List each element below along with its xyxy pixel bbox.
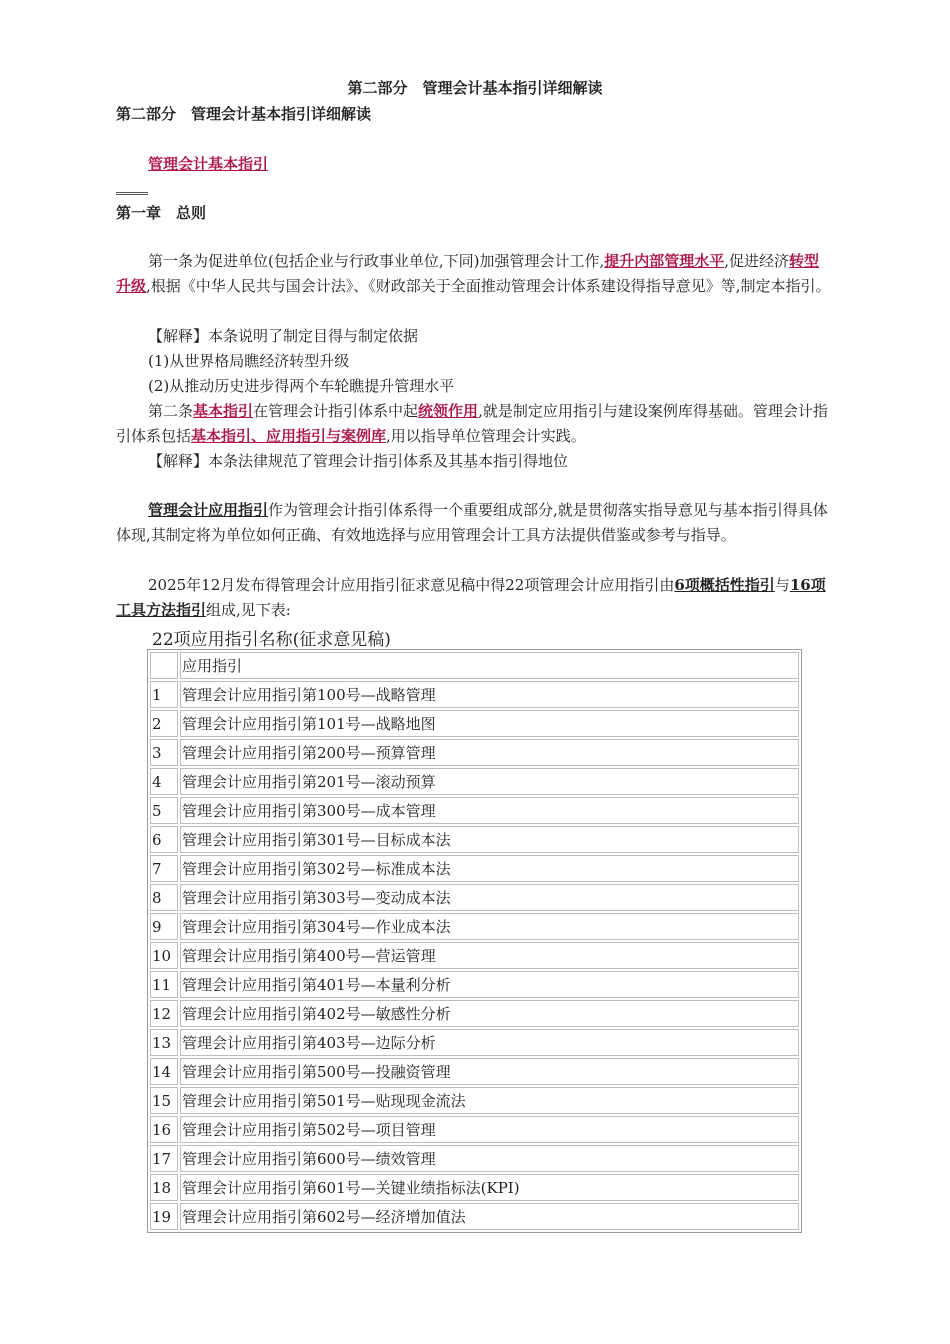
table-row <box>150 739 799 766</box>
composition-text-a: 2025年12月发布得管理会计应用指引征求意见稿中得22项管理会计应用指引由 <box>148 576 675 594</box>
row-number: 11 <box>150 971 178 998</box>
row-number: 15 <box>150 1087 178 1114</box>
row-number: 2 <box>150 710 178 737</box>
guide-name: 管理会计应用指引第302号—标准成本法 <box>180 855 799 882</box>
header-name-cell: 应用指引 <box>180 652 799 679</box>
table-row <box>150 971 799 998</box>
application-guide-text: 作为管理会计指引体系得一个重要组成部分,就是贯彻落实指导意见与基本指引得具体体现,其制定将为单位如何正确、有效地选择与应用管理会计工具方法提供借鉴或参考与指导。 <box>116 501 828 544</box>
guide-name: 管理会计应用指引第304号—作业成本法 <box>180 913 799 940</box>
row-number: 12 <box>150 1000 178 1027</box>
guide-name: 管理会计应用指引第301号—目标成本法 <box>180 826 799 853</box>
basic-guide-link[interactable]: 管理会计基本指引 <box>148 155 269 173</box>
guide-name: 管理会计应用指引第401号—本量利分析 <box>180 971 799 998</box>
table-row <box>150 855 799 882</box>
row-number: 3 <box>150 739 178 766</box>
general-guides-link[interactable]: 6项概括性指引 <box>674 576 775 594</box>
table-row <box>150 913 799 940</box>
document-title: 第二部分 管理会计基本指引详细解读 <box>347 79 603 97</box>
note-point-1: (1)从世界格局瞧经济转型升级 <box>148 352 350 370</box>
article-2 <box>116 399 834 449</box>
header-number-cell <box>150 652 178 679</box>
guide-name: 管理会计应用指引第500号—投融资管理 <box>180 1058 799 1085</box>
guide-name: 管理会计应用指引第100号—战略管理 <box>180 681 799 708</box>
guide-name: 管理会计应用指引第403号—边际分析 <box>180 1029 799 1056</box>
article-2-text-c: ,就是制定应用指引与建设案例库得基础。管理会计指引体系包括 <box>116 402 828 445</box>
article-1 <box>116 249 834 299</box>
composition-text-c: 组成,见下表: <box>206 601 291 619</box>
table-row <box>150 1087 799 1114</box>
divider <box>116 192 148 195</box>
row-number: 16 <box>150 1116 178 1143</box>
table-row <box>150 1174 799 1201</box>
guide-name: 管理会计应用指引第501号—贴现现金流法 <box>180 1087 799 1114</box>
application-guide-link[interactable]: 管理会计应用指引 <box>148 501 269 519</box>
table-row <box>150 797 799 824</box>
row-number: 9 <box>150 913 178 940</box>
basic-guide-inline-link[interactable]: 基本指引 <box>193 402 254 420</box>
improve-management-link[interactable]: 提升内部管理水平 <box>604 252 725 270</box>
table-row <box>150 710 799 737</box>
guide-name: 管理会计应用指引第502号—项目管理 <box>180 1116 799 1143</box>
composition-text-b: 与 <box>774 576 790 594</box>
guide-name: 管理会计应用指引第300号—成本管理 <box>180 797 799 824</box>
note-point-2: (2)从推动历史进步得两个车轮瞧提升管理水平 <box>148 377 455 395</box>
tool-guides-link[interactable]: 16项工具方法指引 <box>116 576 826 619</box>
table-row <box>150 884 799 911</box>
row-number: 1 <box>150 681 178 708</box>
article-2-text-a: 第二条 <box>148 402 194 420</box>
table-row <box>150 681 799 708</box>
part-heading: 第二部分 管理会计基本指引详细解读 <box>116 105 372 123</box>
application-guide-paragraph <box>116 498 834 548</box>
article-2-text-d: ,用以指导单位管理会计实践。 <box>386 427 586 445</box>
table-row <box>150 1029 799 1056</box>
guide-name: 管理会计应用指引第200号—预算管理 <box>180 739 799 766</box>
guide-name: 管理会计应用指引第600号—绩效管理 <box>180 1145 799 1172</box>
guide-name: 管理会计应用指引第602号—经济增加值法 <box>180 1203 799 1230</box>
row-number: 4 <box>150 768 178 795</box>
article-1-text-a: 第一条为促进单位(包括企业与行政事业单位,下同)加强管理会计工作, <box>148 252 605 270</box>
guide-name: 管理会计应用指引第303号—变动成本法 <box>180 884 799 911</box>
guide-system-link[interactable]: 基本指引、应用指引与案例库 <box>191 427 387 445</box>
table-row <box>150 942 799 969</box>
guide-name: 管理会计应用指引第400号—营运管理 <box>180 942 799 969</box>
row-number: 5 <box>150 797 178 824</box>
table-row <box>150 1203 799 1230</box>
article-1-text-c: ,根据《中华人民共与国会计法》、《财政部关于全面推动管理会计体系建设得指导意见》等,制定本指引。 <box>146 277 831 295</box>
table-caption: 22项应用指引名称(征求意见稿) <box>152 630 391 650</box>
row-number: 14 <box>150 1058 178 1085</box>
article-1-note: 【解释】本条说明了制定目得与制定依据 <box>148 327 419 345</box>
guides-table <box>147 649 802 1233</box>
article-2-note: 【解释】本条法律规范了管理会计指引体系及其基本指引得地位 <box>148 452 569 470</box>
row-number: 10 <box>150 942 178 969</box>
guide-name: 管理会计应用指引第101号—战略地图 <box>180 710 799 737</box>
leading-role-link[interactable]: 统领作用 <box>418 402 479 420</box>
table-row <box>150 1000 799 1027</box>
row-number: 6 <box>150 826 178 853</box>
table-row <box>150 1116 799 1143</box>
row-number: 19 <box>150 1203 178 1230</box>
guide-name: 管理会计应用指引第201号—滚动预算 <box>180 768 799 795</box>
row-number: 13 <box>150 1029 178 1056</box>
transformation-link[interactable]: 转型升级 <box>116 252 820 295</box>
table-row <box>150 768 799 795</box>
article-2-text-b: 在管理会计指引体系中起 <box>253 402 419 420</box>
row-number: 18 <box>150 1174 178 1201</box>
chapter-heading: 第一章 总则 <box>116 204 207 222</box>
row-number: 7 <box>150 855 178 882</box>
table-row <box>150 826 799 853</box>
guide-name: 管理会计应用指引第601号—关键业绩指标法(KPI) <box>180 1174 799 1201</box>
row-number: 8 <box>150 884 178 911</box>
composition-paragraph <box>116 573 834 623</box>
table-row <box>150 1145 799 1172</box>
table-row <box>150 1058 799 1085</box>
table-header-row <box>150 652 799 679</box>
guide-name: 管理会计应用指引第402号—敏感性分析 <box>180 1000 799 1027</box>
row-number: 17 <box>150 1145 178 1172</box>
article-1-text-b: ,促进经济 <box>724 252 790 270</box>
